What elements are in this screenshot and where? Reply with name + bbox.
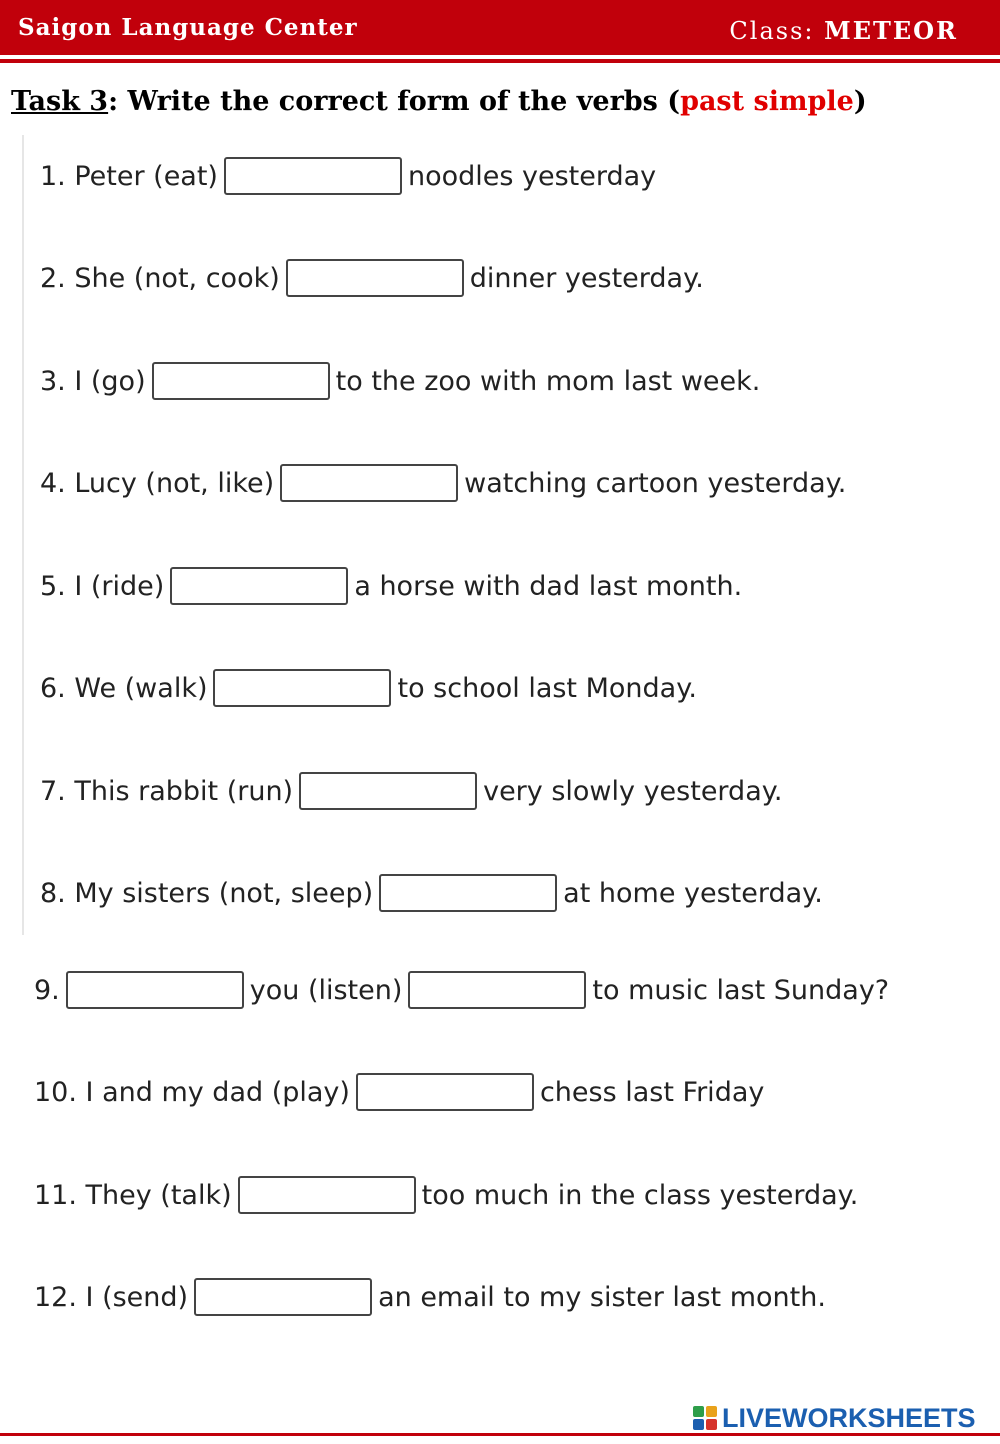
item-prompt: 9. [34,974,60,1006]
answer-box-5[interactable] [170,567,348,605]
item-continuation: an email to my sister last month. [378,1281,826,1313]
item-prompt: 10. I and my dad (play) [34,1076,350,1108]
task-label: Task 3 [11,86,109,117]
answer-box-12[interactable] [194,1278,372,1316]
exercise-item-1 [40,152,656,200]
liveworksheets-logo[interactable] [693,1403,976,1433]
item-prompt: 7. This rabbit (run) [40,775,294,807]
item-continuation: to the zoo with mom last week. [335,365,761,397]
item-prompt: 5. I (ride) [40,570,165,602]
answer-box-7[interactable] [299,772,477,810]
item-prompt: 1. Peter (eat) [40,160,218,192]
exercise-item-8 [40,869,823,917]
item-prompt: 2. She (not, cook) [40,262,280,294]
item-prompt: 3. I (go) [40,365,146,397]
class-info [729,16,958,45]
class-label: Class: [729,17,815,45]
exercise-item-4 [40,459,846,507]
item-continuation: watching cartoon yesterday. [464,467,847,499]
answer-box-2[interactable] [286,259,464,297]
item-continuation: a horse with dad last month. [354,570,743,602]
exercise-item-6 [40,664,697,712]
exercise-item-11 [34,1171,858,1219]
header-divider [0,59,1000,63]
answer-box-3[interactable] [152,362,330,400]
task-end: ) [853,86,867,117]
item-continuation: too much in the class yesterday. [421,1179,859,1211]
answer-box-11[interactable] [238,1176,416,1214]
item-prompt: 8. My sisters (not, sleep) [40,877,374,909]
header-bar [0,0,1000,55]
item-prompt: 12. I (send) [34,1281,189,1313]
footer-divider [0,1433,1000,1436]
exercise-item-9 [34,966,889,1014]
exercise-item-3 [40,357,760,405]
answer-box-1[interactable] [224,157,402,195]
answer-box-8[interactable] [379,874,557,912]
answer-box-6[interactable] [213,669,391,707]
item-prompt: 6. We (walk) [40,672,208,704]
liveworksheets-logo-icon [693,1406,717,1430]
exercise-item-10 [34,1068,764,1116]
logo-text: LIVEWORKSHEETS [722,1402,976,1433]
item-prompt: 11. They (talk) [34,1179,232,1211]
exercise-item-2 [40,254,704,302]
task-text: : Write the correct form of the verbs ( [108,86,681,117]
task-instruction [11,86,867,117]
item-continuation: to school last Monday. [397,672,697,704]
exercise-item-7 [40,767,782,815]
answer-box-9a[interactable] [66,971,244,1009]
item-continuation: very slowly yesterday. [483,775,783,807]
answer-box-9b[interactable] [408,971,586,1009]
exercise-item-12 [34,1273,826,1321]
margin-line [22,135,24,935]
item-continuation: noodles yesterday [407,160,657,192]
item-continuation: chess last Friday [539,1076,765,1108]
task-highlight: past simple [680,86,854,117]
item-continuation: to music last Sunday? [592,974,890,1006]
class-name: METEOR [824,16,958,45]
item-continuation: at home yesterday. [563,877,823,909]
item-middle: you (listen) [249,974,403,1006]
item-continuation: dinner yesterday. [469,262,704,294]
answer-box-10[interactable] [356,1073,534,1111]
school-name: Saigon Language Center [18,14,358,41]
answer-box-4[interactable] [280,464,458,502]
exercise-item-5 [40,562,742,610]
item-prompt: 4. Lucy (not, like) [40,467,275,499]
